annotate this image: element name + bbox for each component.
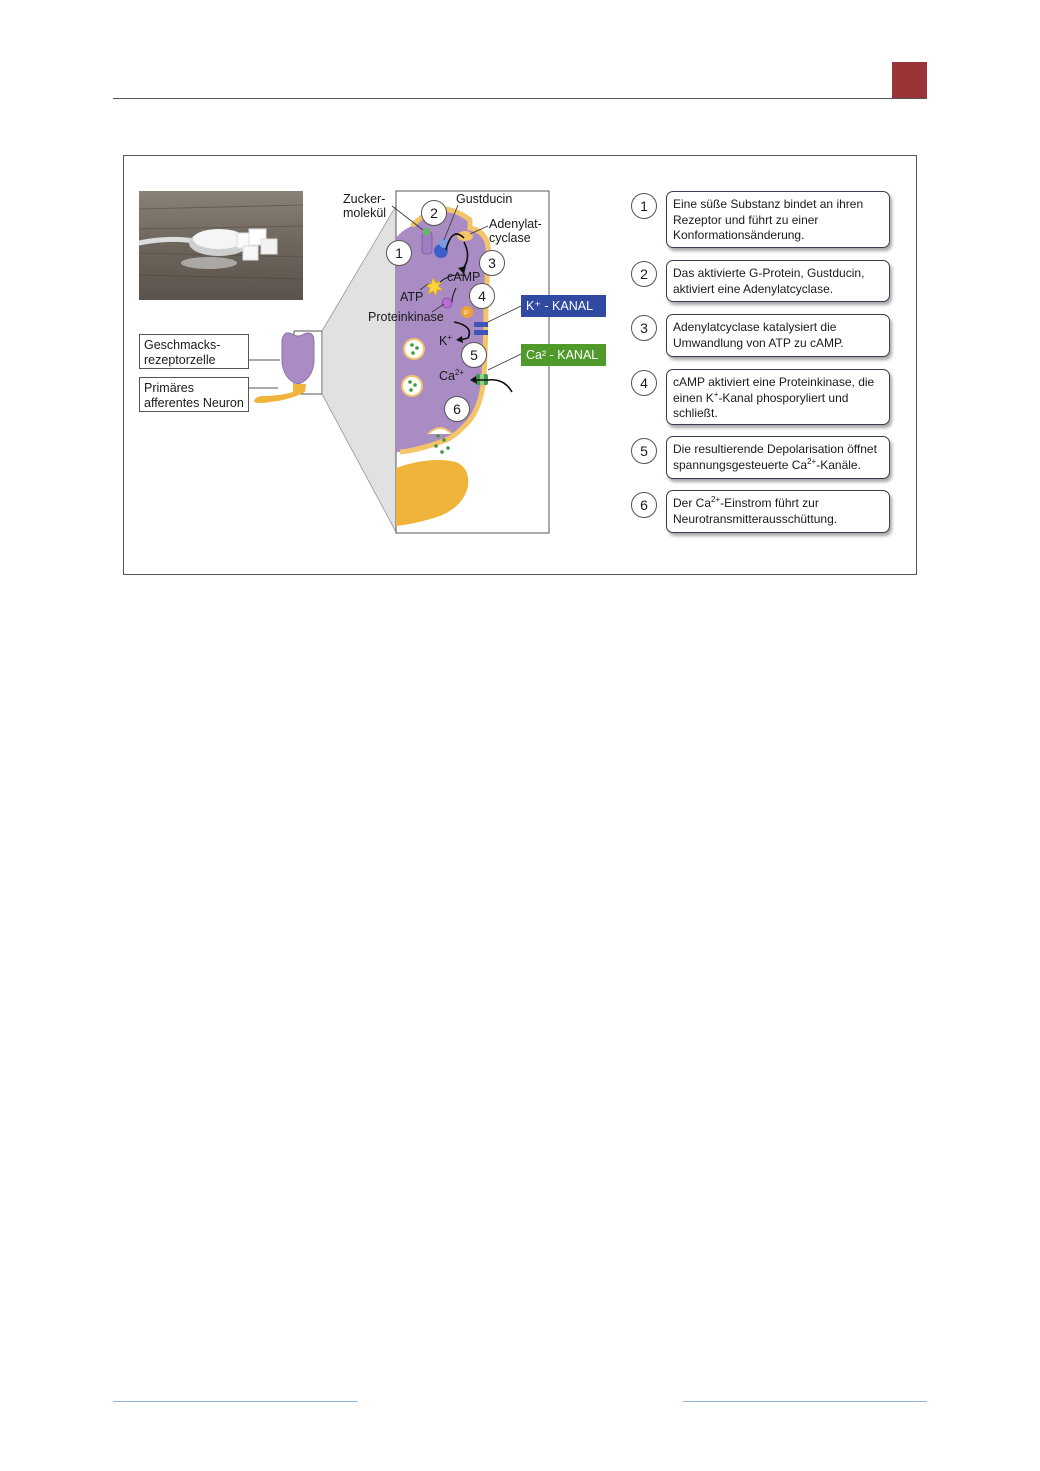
footer-rule-right (683, 1401, 927, 1402)
label-primaeres-neuron: Primäres afferentes Neuron (139, 377, 249, 412)
diagram-number-1: 1 (386, 240, 412, 266)
label-p: P (464, 311, 469, 317)
diagram-number-2: 2 (421, 200, 447, 226)
label-adenylatcyclase: Adenylat- cyclase (489, 217, 542, 245)
step-text-6: Der $Ca^{2+}$-Einstrom führt zur Neurotransmitterausschüttung. (666, 490, 890, 533)
diagram-number-6: 6 (444, 396, 470, 422)
step-number-2: 2 (631, 261, 657, 287)
step-text-4: cAMP aktiviert eine Proteinkinase, die einen K+-Kanal phosporyliert und schließt. (666, 369, 890, 425)
step-number-1: 1 (631, 193, 657, 219)
label-proteinkinase: Proteinkinase (368, 310, 444, 324)
diagram-number-3: 3 (479, 250, 505, 276)
label-geschmacksrezeptorzelle: Geschmacks- rezeptorzelle (139, 334, 249, 369)
label-atp: ATP (400, 290, 424, 304)
label-gustducin: Gustducin (456, 192, 513, 206)
step-text-1: Eine süße Substanz bindet an ihren Rezeptor und führt zu einer Konformationsänderung. (666, 191, 890, 248)
step-text-2: Das aktivierte G-Protein, Gustducin, aktiviert eine Adenylatcyclase. (666, 260, 890, 302)
label-zuckermolekuel: Zucker- molekül (343, 192, 387, 220)
footer-rule-left (113, 1401, 358, 1402)
label-k-ion: K+ (439, 332, 453, 348)
step-text-5: Die resultierende Depolarisation öffnet spannungsgesteuerte $Ca^{2+}$-Kanäle. (666, 436, 890, 479)
label-camp: cAMP (447, 270, 481, 284)
header-rule (113, 98, 927, 99)
diagram-number-5: 5 (461, 342, 487, 368)
diagram-number-4: 4 (469, 283, 495, 309)
step-number-4: 4 (631, 370, 657, 396)
step-text-3: Adenylatcyclase katalysiert die Umwandlung von ATP zu cAMP. (666, 314, 890, 357)
step-number-6: 6 (631, 492, 657, 518)
header-accent-square (892, 62, 927, 98)
step-number-5: 5 (631, 438, 657, 464)
label-ca-ion: $Ca^{2+}$ (439, 367, 465, 383)
k-kanal-label: K⁺ - KANAL (521, 295, 606, 317)
step-number-3: 3 (631, 315, 657, 341)
ca-kanal-label: Ca² - KANAL (521, 344, 606, 366)
